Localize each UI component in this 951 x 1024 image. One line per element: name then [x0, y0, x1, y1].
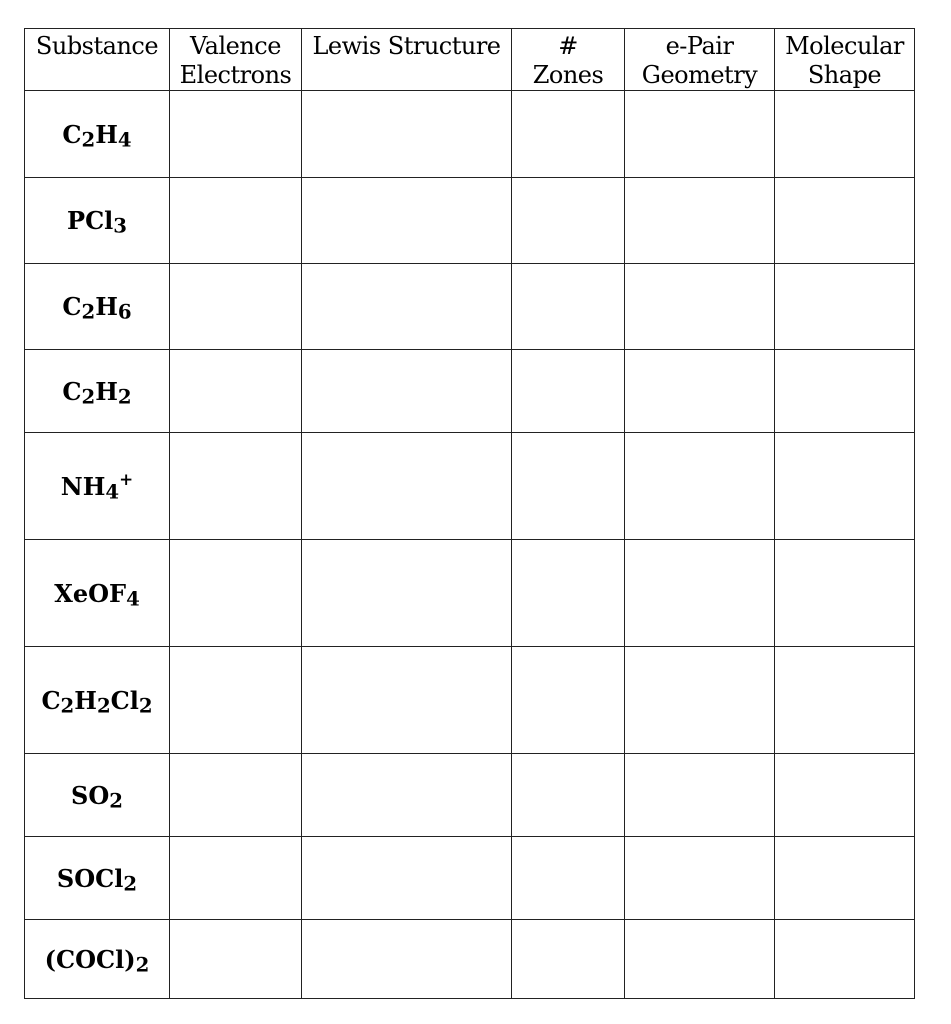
lewis-structure-cell[interactable] — [302, 264, 512, 350]
formula-text: C — [62, 292, 82, 321]
column-header-line: Valence — [190, 32, 281, 60]
column-header-line: Shape — [807, 61, 882, 89]
column-header-line: Substance — [35, 32, 159, 60]
e-pair-geometry-cell[interactable] — [625, 647, 775, 754]
formula-text: H — [95, 292, 118, 321]
formula-text: SO — [71, 780, 110, 810]
valence-electrons-cell[interactable] — [170, 540, 302, 647]
table-row — [25, 920, 915, 999]
formula-subscript: 2 — [117, 385, 132, 409]
lewis-structure-cell[interactable] — [302, 91, 512, 178]
valence-electrons-cell[interactable] — [170, 837, 302, 920]
zones-cell[interactable] — [512, 837, 625, 920]
column-header-line: Zones — [532, 61, 604, 89]
substance-formula — [25, 433, 170, 540]
lewis-structure-cell[interactable] — [302, 754, 512, 837]
column-header-valence-electrons — [170, 29, 302, 91]
column-header-molecular-shape — [775, 29, 915, 91]
substance-formula — [25, 350, 170, 433]
column-header-lewis-structure — [302, 29, 512, 91]
column-header-line: e-Pair — [665, 32, 734, 60]
formula-text: C — [41, 685, 61, 715]
molecular-shape-cell[interactable] — [775, 178, 915, 264]
substance-formula — [25, 540, 170, 647]
lewis-structure-cell[interactable] — [302, 837, 512, 920]
column-header-substance — [25, 29, 170, 91]
header-row — [25, 29, 915, 91]
e-pair-geometry-cell[interactable] — [625, 91, 775, 178]
zones-cell[interactable] — [512, 178, 625, 264]
zones-cell[interactable] — [512, 264, 625, 350]
column-header-zones — [512, 29, 625, 91]
formula-text: H — [74, 685, 97, 715]
molecular-shape-cell[interactable] — [775, 540, 915, 647]
table-row — [25, 264, 915, 350]
molecular-shape-cell[interactable] — [775, 837, 915, 920]
formula-text: Cl — [110, 685, 139, 715]
valence-electrons-cell[interactable] — [170, 264, 302, 350]
substance-formula — [25, 178, 170, 264]
column-header-line: Lewis Structure — [312, 32, 501, 60]
formula-subscript: 2 — [96, 694, 111, 718]
zones-cell[interactable] — [512, 754, 625, 837]
e-pair-geometry-cell[interactable] — [625, 920, 775, 999]
substance-formula — [25, 91, 170, 178]
valence-electrons-cell[interactable] — [170, 350, 302, 433]
e-pair-geometry-cell[interactable] — [625, 540, 775, 647]
valence-electrons-cell[interactable] — [170, 91, 302, 178]
formula-subscript: 2 — [123, 872, 138, 896]
formula-subscript: 6 — [117, 300, 132, 324]
substance-formula — [25, 754, 170, 837]
column-header-line: # — [558, 32, 578, 60]
formula-text: XeOF — [54, 578, 127, 608]
e-pair-geometry-cell[interactable] — [625, 433, 775, 540]
formula-text: H — [95, 376, 118, 406]
formula-subscript: 2 — [138, 694, 153, 718]
table-row — [25, 540, 915, 647]
substance-formula — [25, 264, 170, 350]
e-pair-geometry-cell[interactable] — [625, 350, 775, 433]
e-pair-geometry-cell[interactable] — [625, 264, 775, 350]
lewis-structure-cell[interactable] — [302, 920, 512, 999]
molecular-geometry-table — [24, 28, 915, 999]
e-pair-geometry-cell[interactable] — [625, 754, 775, 837]
formula-subscript: 4 — [105, 480, 120, 504]
molecular-shape-cell[interactable] — [775, 433, 915, 540]
table-row — [25, 837, 915, 920]
valence-electrons-cell[interactable] — [170, 754, 302, 837]
formula-subscript: 4 — [117, 128, 132, 152]
table-body — [25, 91, 915, 999]
lewis-structure-cell[interactable] — [302, 178, 512, 264]
column-header-line: Electrons — [179, 61, 292, 89]
formula-subscript: 2 — [81, 300, 96, 324]
zones-cell[interactable] — [512, 433, 625, 540]
formula-subscript: 2 — [109, 789, 123, 813]
zones-cell[interactable] — [512, 91, 625, 178]
formula-superscript: + — [119, 468, 134, 489]
molecular-shape-cell[interactable] — [775, 350, 915, 433]
table-row — [25, 178, 915, 264]
lewis-structure-cell[interactable] — [302, 540, 512, 647]
table-row — [25, 433, 915, 540]
zones-cell[interactable] — [512, 540, 625, 647]
column-header-e-pair-geometry — [625, 29, 775, 91]
lewis-structure-cell[interactable] — [302, 433, 512, 540]
table-row — [25, 754, 915, 837]
formula-text: H — [95, 119, 118, 149]
table-row — [25, 350, 915, 433]
lewis-structure-cell[interactable] — [302, 350, 512, 433]
valence-electrons-cell[interactable] — [170, 920, 302, 999]
zones-cell[interactable] — [512, 350, 625, 433]
formula-subscript: 2 — [60, 694, 75, 718]
formula-text: C — [62, 119, 82, 149]
formula-text: NH — [60, 471, 106, 501]
valence-electrons-cell[interactable] — [170, 433, 302, 540]
formula-subscript: 2 — [81, 128, 96, 152]
table-row — [25, 91, 915, 178]
zones-cell[interactable] — [512, 920, 625, 999]
molecular-shape-cell[interactable] — [775, 920, 915, 999]
table-row — [25, 647, 915, 754]
molecular-shape-cell[interactable] — [775, 264, 915, 350]
molecular-shape-cell[interactable] — [775, 647, 915, 754]
e-pair-geometry-cell[interactable] — [625, 178, 775, 264]
substance-formula — [25, 837, 170, 920]
formula-text: SOCl — [56, 863, 124, 893]
column-header-line: Geometry — [641, 61, 758, 89]
substance-formula — [25, 920, 170, 999]
molecular-shape-cell[interactable] — [775, 754, 915, 837]
formula-text: (COCl) — [44, 944, 136, 974]
valence-electrons-cell[interactable] — [170, 178, 302, 264]
column-header-line: Molecular — [785, 32, 904, 60]
formula-subscript: 2 — [135, 953, 150, 977]
formula-subscript: 4 — [126, 587, 140, 611]
lewis-structure-cell[interactable] — [302, 647, 512, 754]
zones-cell[interactable] — [512, 647, 625, 754]
formula-text: PCl — [67, 206, 114, 235]
molecular-shape-cell[interactable] — [775, 91, 915, 178]
substance-formula — [25, 647, 170, 754]
formula-subscript: 3 — [113, 214, 127, 238]
e-pair-geometry-cell[interactable] — [625, 837, 775, 920]
formula-subscript: 2 — [81, 385, 96, 409]
formula-text: C — [62, 376, 82, 406]
valence-electrons-cell[interactable] — [170, 647, 302, 754]
